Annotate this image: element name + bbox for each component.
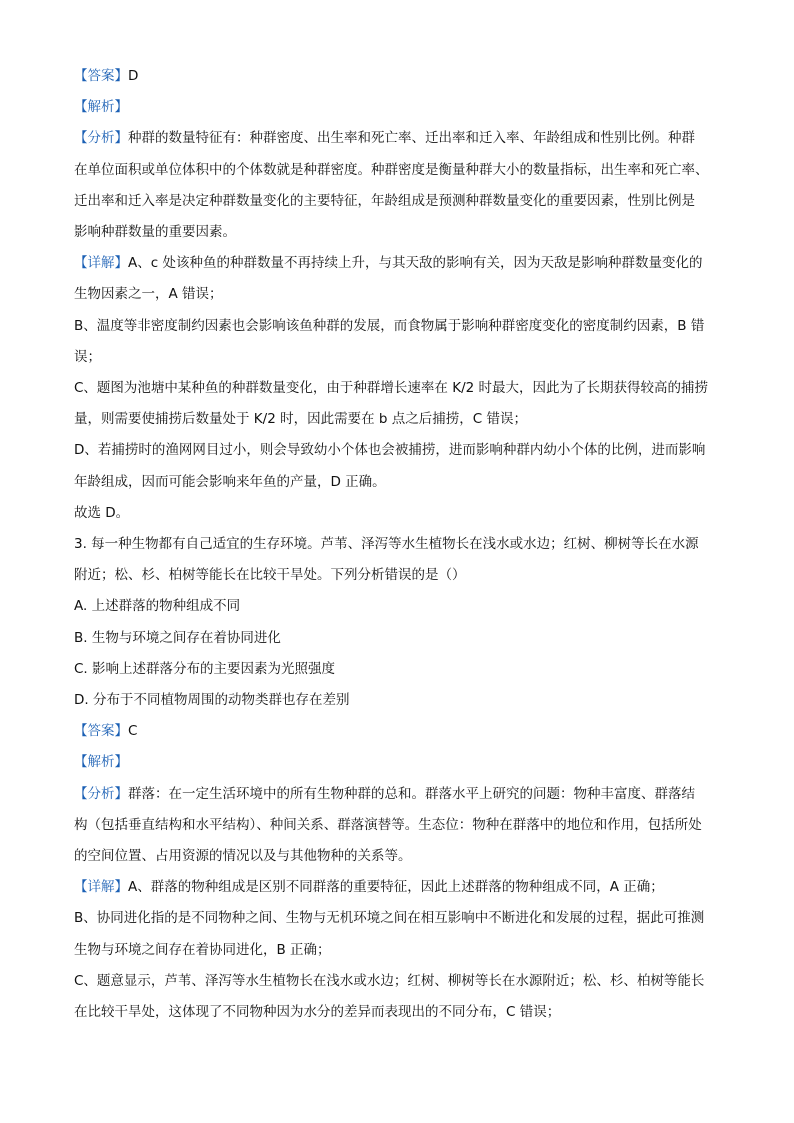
q2-conclusion: 故选 D。 bbox=[74, 504, 130, 521]
q2-analysis-heading bbox=[74, 92, 724, 123]
q3-answer bbox=[74, 716, 724, 747]
q2-answer bbox=[74, 61, 724, 92]
q2-fenxi-line: 影响种群数量的重要因素。 bbox=[74, 224, 236, 241]
answer-value: C bbox=[128, 723, 138, 740]
q2-fenxi-line: 迁出率和迁入率是决定种群数量变化的主要特征，年龄组成是预测种群数量变化的重要因素，性别比例是 bbox=[74, 192, 695, 209]
q3-option-a: A. 上述群落的物种组成不同 bbox=[74, 598, 241, 615]
xiangjie-tag: 【详解】 bbox=[74, 255, 128, 272]
q2-fenxi-line bbox=[74, 123, 724, 154]
q2-fenxi-line: 在单位面积或单位体积中的个体数就是种群密度。种群密度是衡量种群大小的数量指标，出生率和死亡率、 bbox=[74, 161, 709, 178]
fenxi-tag: 【分析】 bbox=[74, 130, 128, 147]
q3-option-b: B. 生物与环境之间存在着协同进化 bbox=[74, 629, 281, 646]
answer-tag: 【答案】 bbox=[74, 723, 128, 740]
xiangjie-tag: 【详解】 bbox=[74, 879, 128, 896]
q3-option-c: C. 影响上述群落分布的主要因素为光照强度 bbox=[74, 660, 336, 677]
analysis-tag: 【解析】 bbox=[74, 754, 128, 771]
answer-value: D bbox=[128, 68, 139, 84]
q3-fenxi-line bbox=[74, 779, 724, 810]
q3-xiangjie-line: B、协同进化指的是不同物种之间、生物与无机环境之间在相互影响中不断进化和发展的过程，据此可推测 bbox=[74, 910, 705, 927]
q3-xiangjie-line: 在比较干旱处，这体现了不同物种因为水分的差异而表现出的不同分布，C 错误； bbox=[74, 1004, 561, 1021]
q3-stem-line: 3. 每一种生物都有自己适宜的生存环境。芦苇、泽泻等水生植物长在浅水或水边；红树、柳树等长在水源 bbox=[74, 536, 699, 553]
xiangjie-text: A、群落的物种组成是区别不同群落的重要特征，因此上述群落的物种组成不同，A 正确； bbox=[128, 879, 664, 896]
q3-fenxi-line: 构（包括垂直结构和水平结构）、种间关系、群落演替等。生态位：物种在群落中的地位和作用，包括所处 bbox=[74, 816, 702, 833]
q2-xiangjie-line: C、题图为池塘中某种鱼的种群数量变化，由于种群增长速率在 K/2 时最大，因此为了长期获得较高的捕捞 bbox=[74, 380, 708, 397]
q2-xiangjie-line: D、若捕捞时的渔网网目过小，则会导致幼小个体也会被捕捞，进而影响种群内幼小个体的比例，进而影响 bbox=[74, 442, 706, 459]
q3-analysis-heading bbox=[74, 747, 724, 778]
q2-xiangjie-line: 年龄组成，因而可能会影响来年鱼的产量，D 正确。 bbox=[74, 473, 386, 490]
q3-xiangjie-line bbox=[74, 872, 724, 903]
q3-xiangjie-line: 生物与环境之间存在着协同进化，B 正确； bbox=[74, 941, 331, 958]
q2-xiangjie-line: B、温度等非密度制约因素也会影响该鱼种群的发展，而食物属于影响种群密度变化的密度制约因素，B 错 bbox=[74, 317, 705, 334]
analysis-tag: 【解析】 bbox=[74, 99, 128, 116]
q3-option-d: D. 分布于不同植物周围的动物类群也存在差别 bbox=[74, 692, 350, 709]
q3-stem-line: 附近；松、杉、柏树等能长在比较干旱处。下列分析错误的是（） bbox=[74, 567, 466, 584]
answer-tag: 【答案】 bbox=[74, 68, 128, 84]
fenxi-text: 群落：在一定生活环境中的所有生物种群的总和。群落水平上研究的问题：物种丰富度、群落结 bbox=[128, 785, 695, 802]
q2-xiangjie-line: 生物因素之一，A 错误； bbox=[74, 286, 223, 303]
q2-xiangjie-line: 误； bbox=[74, 348, 101, 365]
q2-xiangjie-line: 量，则需要使捕捞后数量处于 K/2 时，因此需要在 b 点之后捕捞，C 错误； bbox=[74, 411, 527, 428]
q3-xiangjie-line: C、题意显示，芦苇、泽泻等水生植物长在浅水或水边；红树、柳树等长在水源附近；松、杉、柏树等能长 bbox=[74, 972, 705, 989]
xiangjie-text: A、c 处该种鱼的种群数量不再持续上升，与其天敌的影响有关，因为天敌是影响种群数量变化的 bbox=[128, 255, 703, 272]
q3-fenxi-line: 的空间位置、占用资源的情况以及与其他物种的关系等。 bbox=[74, 848, 412, 865]
fenxi-text: 种群的数量特征有：种群密度、出生率和死亡率、迁出率和迁入率、年龄组成和性别比例。种群 bbox=[128, 130, 695, 147]
q2-xiangjie-line bbox=[74, 248, 724, 279]
fenxi-tag: 【分析】 bbox=[74, 785, 128, 802]
